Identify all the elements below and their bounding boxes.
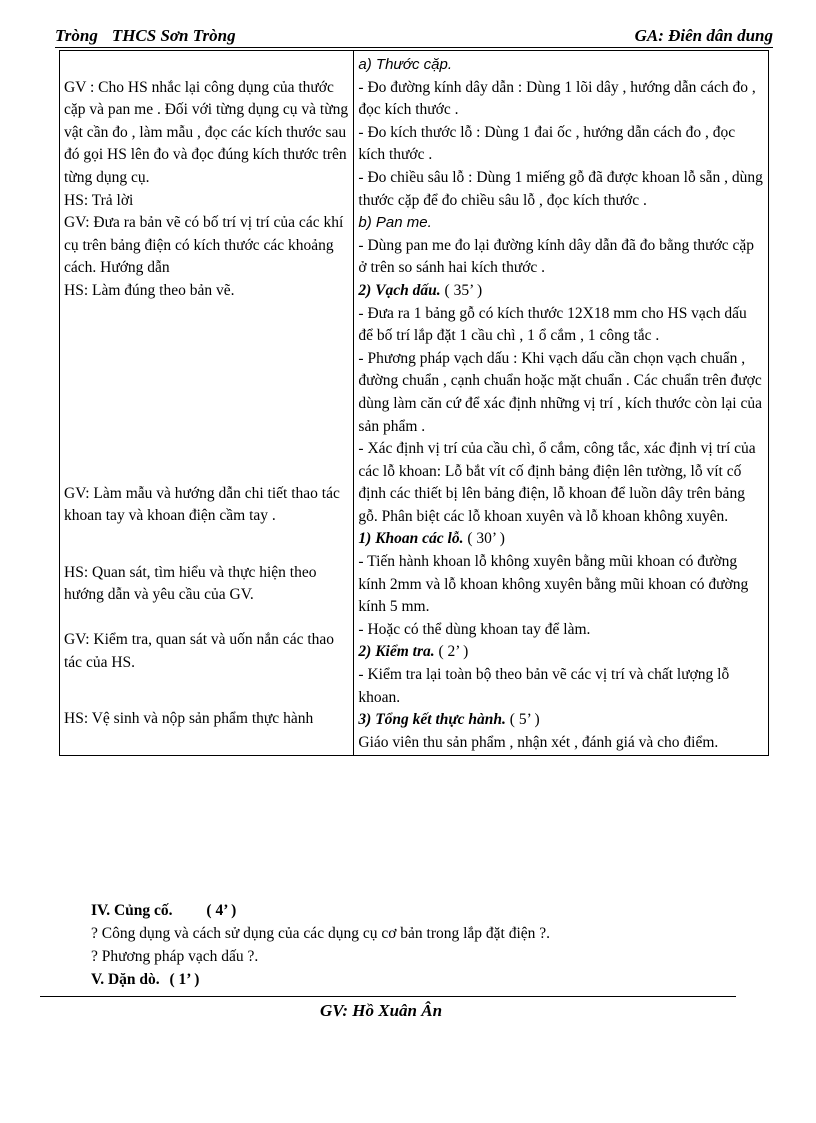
- header-divider: [55, 47, 773, 48]
- question-1: [59, 922, 769, 945]
- section-summary-time: ( 5’ ): [505, 711, 540, 729]
- subsection-a-title: a) Thước cặp.: [358, 56, 453, 73]
- section-marking-item-1: - Đưa ra 1 bảng gỗ có kích thước 12X18 mm cho HS vạch dấu để bố trí lắp đặt 1 cầu chì , 1 ổ cắm , 1 công tắc .: [358, 304, 747, 345]
- subject-header: GA: Điên dân dung: [634, 26, 773, 45]
- section-check-title: 2) Kiểm tra.: [358, 643, 435, 661]
- question-1-text: ? Công dụng và cách sử dụng của các dụng cụ cơ bản trong lắp đặt điện ?.: [91, 925, 551, 942]
- homework-time: ( 1’ ): [169, 971, 200, 988]
- section-marking-time: ( 35’ ): [440, 281, 483, 299]
- school-name: THCS Sơn Tròng: [111, 26, 236, 45]
- left-activity-5: GV: Làm mẫu và hướng dẫn chi tiết thao tác khoan tay và khoan điện cầm tay .: [64, 484, 340, 525]
- subsection-a-item-3: - Đo chiều sâu lỗ : Dùng 1 miếng gỗ đã được khoan lỗ sẵn , dùng thước cặp để đo chiều sâu lỗ , đọc kích thước .: [358, 168, 763, 209]
- question-2: [59, 945, 769, 968]
- section-marking-item-3: - Xác định vị trí của cầu chì, ổ cắm, công tắc, xác định vị trí của các lỗ khoan: Lỗ bắt vít cố định bảng điện lên tường, lỗ vít cố định các thiết bị lên bảng điện, lỗ khoan để luồn dây trên bảng gỗ. Phân biệt các lỗ khoan xuyên và lỗ khoan không xuyên.: [358, 440, 756, 525]
- section-marking-title: 2) Vạch dấu.: [358, 281, 441, 299]
- consolidation-label: IV. Củng cố.: [91, 902, 173, 919]
- consolidation-time: ( 4’ ): [206, 902, 237, 919]
- section-marking-heading: [358, 280, 764, 303]
- section-check-item-1: - Kiểm tra lại toàn bộ theo bản vẽ các vị trí và chất lượng lỗ khoan.: [358, 666, 730, 706]
- spacer: [64, 528, 349, 562]
- table-row: [60, 51, 769, 756]
- section-summary-title: 3) Tổng kết thực hành.: [358, 711, 506, 729]
- section-drilling-heading: [358, 528, 764, 551]
- left-activity-3: GV: Đưa ra bản vẽ có bố trí vị trí của các khí cụ trên bảng điện có kích thước các khoảng cách. Hướng dẫn: [64, 214, 344, 277]
- section-check-time: ( 2’ ): [434, 643, 469, 661]
- section-drilling-title: 1) Khoan các lỗ.: [358, 530, 464, 548]
- lesson-table: [59, 50, 769, 756]
- homework-heading: [59, 968, 769, 991]
- footer-divider: [40, 996, 736, 997]
- section-check-heading: [358, 641, 764, 664]
- subsection-a-item-2: - Đo kích thước lỗ : Dùng 1 đai ốc , hướng dẫn cách đo , đọc kích thước .: [358, 123, 736, 164]
- spacer: [64, 54, 349, 77]
- homework-label: V. Dặn dò.: [91, 971, 160, 988]
- left-activity-8: HS: Vệ sinh và nộp sản phẩm thực hành: [64, 710, 314, 728]
- question-2-text: ? Phương pháp vạch dấu ?.: [91, 948, 259, 965]
- left-activity-1: GV : Cho HS nhắc lại công dụng của thước cặp và pan me . Đối với từng dụng cụ và từng vật cần đo , làm mẫu , đọc các kích thước sau đó gọi HS lên đo và đọc đúng kích thước trên từng dụng cụ.: [64, 78, 349, 186]
- page-header: [55, 26, 773, 48]
- section-marking-item-2: - Phương pháp vạch dấu : Khi vạch dấu cần chọn vạch chuẩn , đường chuẩn , cạnh chuẩn hoặc mặt chuẩn . Các chuẩn trên được dùng làm căn cứ để xác định những vị trí , kích thước còn lại của sản phẩm .: [358, 349, 762, 435]
- left-activity-6: HS: Quan sát, tìm hiểu và thực hiện theo hướng dẫn và yêu cầu của GV.: [64, 563, 317, 604]
- consolidation-heading: [59, 899, 769, 922]
- left-activity-2: HS: Trả lời: [64, 191, 134, 209]
- subsection-b-title: b) Pan me.: [358, 214, 432, 232]
- teacher-student-column: [60, 51, 354, 756]
- subsection-b-item-1: - Dùng pan me đo lại đường kính dây dẫn đã đo bằng thước cặp ở trên so sánh hai kích thước .: [358, 236, 755, 277]
- spacer: [64, 303, 349, 483]
- spacer: [64, 674, 349, 708]
- content-column: [354, 51, 769, 756]
- section-summary-heading: [358, 709, 764, 732]
- left-activity-4: HS: Làm đúng theo bản vẽ.: [64, 281, 235, 299]
- section-drilling-item-2: - Hoặc có thể dùng khoan tay để làm.: [358, 620, 591, 638]
- section-drilling-time: ( 30’ ): [463, 530, 505, 548]
- section-drilling-item-1: - Tiến hành khoan lỗ không xuyên bằng mũi khoan có đường kính 2mm và lỗ khoan không xuyên bằng mũi khoan có đường kính 5 mm.: [358, 553, 749, 616]
- spacer: [64, 607, 349, 629]
- school-header: [55, 26, 236, 46]
- section-summary-item-1: Giáo viên thu sản phẩm , nhận xét , đánh giá và cho điểm.: [358, 733, 719, 751]
- left-activity-7: GV: Kiểm tra, quan sát và uốn nắn các thao tác của HS.: [64, 630, 335, 671]
- subsection-a-item-1: - Đo đường kính dây dẫn : Dùng 1 lõi dây , hướng dẫn cách đo , đọc kích thước .: [358, 78, 756, 119]
- teacher-name: GV: Hồ Xuân Ân: [320, 1001, 443, 1020]
- school-prefix: Tròng: [55, 26, 98, 45]
